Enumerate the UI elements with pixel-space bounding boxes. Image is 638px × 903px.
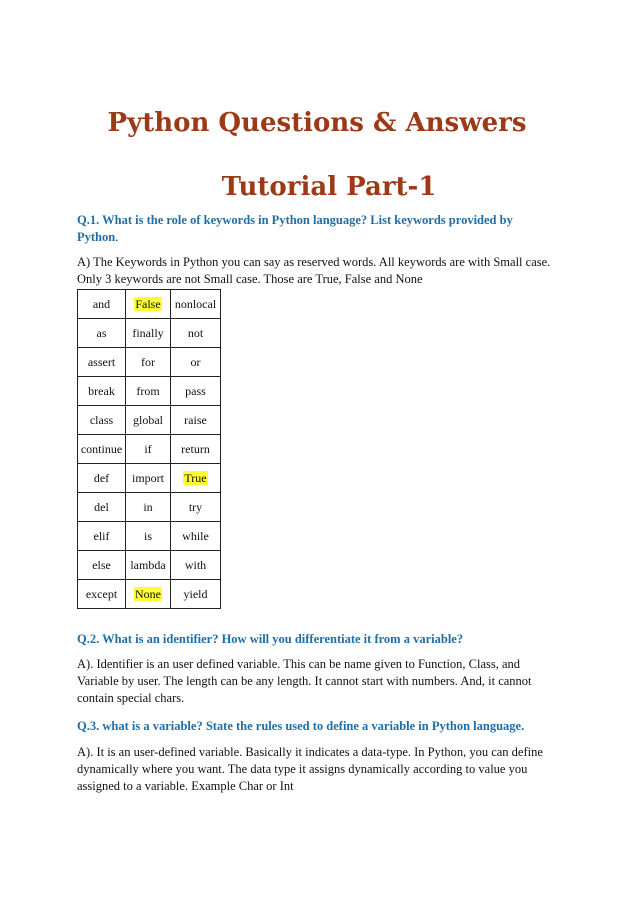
keyword: as (96, 325, 107, 340)
question-3: Q.3. what is a variable? State the rules used to define a variable in Python language. (77, 719, 525, 733)
table-cell (78, 464, 126, 493)
table-row (78, 464, 221, 493)
table-cell (78, 377, 126, 406)
keyword: return (181, 441, 210, 456)
question-1-text: Q.1. What is the role of keywords in Python language? List keywords provided by Python (77, 213, 513, 244)
question-1-tail: . (115, 230, 119, 244)
table-row (78, 290, 221, 319)
table-cell (126, 580, 171, 609)
table-cell (171, 290, 221, 319)
table-cell (171, 493, 221, 522)
table-cell (126, 406, 171, 435)
table-cell (126, 464, 171, 493)
table-row (78, 580, 221, 609)
question-1 (77, 212, 557, 246)
keywords-table (77, 289, 221, 609)
answer-3: A). It is an user-defined variable. Basically it indicates a data-type. In Python, you can define dynamically where you want. The data type it assigns dynamically according to value you assigned to a variable. Example Char or Int (77, 745, 543, 793)
keyword: except (85, 586, 118, 601)
table-cell (126, 348, 171, 377)
table-cell (78, 493, 126, 522)
table-row (78, 522, 221, 551)
table-cell (126, 319, 171, 348)
table-cell (171, 348, 221, 377)
keyword: import (132, 470, 164, 485)
table-row (78, 406, 221, 435)
document-subtitle: Tutorial Part-1 (221, 172, 437, 202)
keyword: def (93, 470, 110, 485)
keyword: pass (185, 383, 206, 398)
table-cell (126, 435, 171, 464)
table-cell (78, 435, 126, 464)
table-cell (78, 522, 126, 551)
keyword: continue (80, 441, 123, 456)
keyword: while (182, 528, 209, 543)
table-row (78, 377, 221, 406)
keyword: not (187, 325, 204, 340)
table-cell (171, 406, 221, 435)
table-row (78, 493, 221, 522)
keyword: with (184, 557, 207, 572)
table-cell (78, 406, 126, 435)
table-cell (171, 319, 221, 348)
table-cell (126, 522, 171, 551)
keyword: try (188, 499, 203, 514)
keyword: raise (184, 412, 207, 427)
table-row (78, 551, 221, 580)
highlighted-keyword: False (135, 296, 161, 311)
keyword: class (89, 412, 114, 427)
answer-1: A) The Keywords in Python you can say as reserved words. All keywords are with Small case. Only 3 keywords are not Small case. Those are True, False and None (77, 255, 551, 286)
document-title: Python Questions & Answers (107, 108, 527, 138)
keyword: from (136, 383, 160, 398)
table-cell (171, 580, 221, 609)
keyword: break (88, 383, 115, 398)
table-cell (171, 551, 221, 580)
table-cell (78, 319, 126, 348)
keyword: global (133, 412, 163, 427)
highlighted-keyword: None (135, 586, 161, 601)
keyword: lambda (130, 557, 166, 572)
table-row (78, 319, 221, 348)
table-cell (171, 522, 221, 551)
keyword: nonlocal (174, 296, 217, 311)
keyword: in (143, 499, 153, 514)
table-cell (78, 290, 126, 319)
keyword: or (190, 354, 201, 369)
table-cell (78, 348, 126, 377)
table-cell (171, 464, 221, 493)
keyword: elif (93, 528, 110, 543)
keyword: if (144, 441, 152, 456)
table-cell (126, 377, 171, 406)
highlighted-keyword: True (184, 470, 207, 485)
keyword: yield (183, 586, 208, 601)
keyword: finally (132, 325, 164, 340)
keyword: del (94, 499, 109, 514)
table-cell (126, 493, 171, 522)
table-cell (126, 551, 171, 580)
question-2: Q.2. What is an identifier? How will you differentiate it from a variable? (77, 632, 464, 646)
answer-2: A). Identifier is an user defined variable. This can be name given to Function, Class, and Variable by user. The length can be any length. It cannot start with numbers. And, it cannot contain special chars. (77, 657, 532, 705)
table-row (78, 435, 221, 464)
table-row (78, 348, 221, 377)
keywords-table-body (78, 290, 221, 609)
table-cell (126, 290, 171, 319)
table-cell (171, 435, 221, 464)
table-cell (78, 551, 126, 580)
keyword: assert (87, 354, 116, 369)
keyword: is (143, 528, 152, 543)
keyword: and (92, 296, 111, 311)
table-cell (78, 580, 126, 609)
keyword: else (92, 557, 111, 572)
keyword: for (141, 354, 155, 369)
table-cell (171, 377, 221, 406)
